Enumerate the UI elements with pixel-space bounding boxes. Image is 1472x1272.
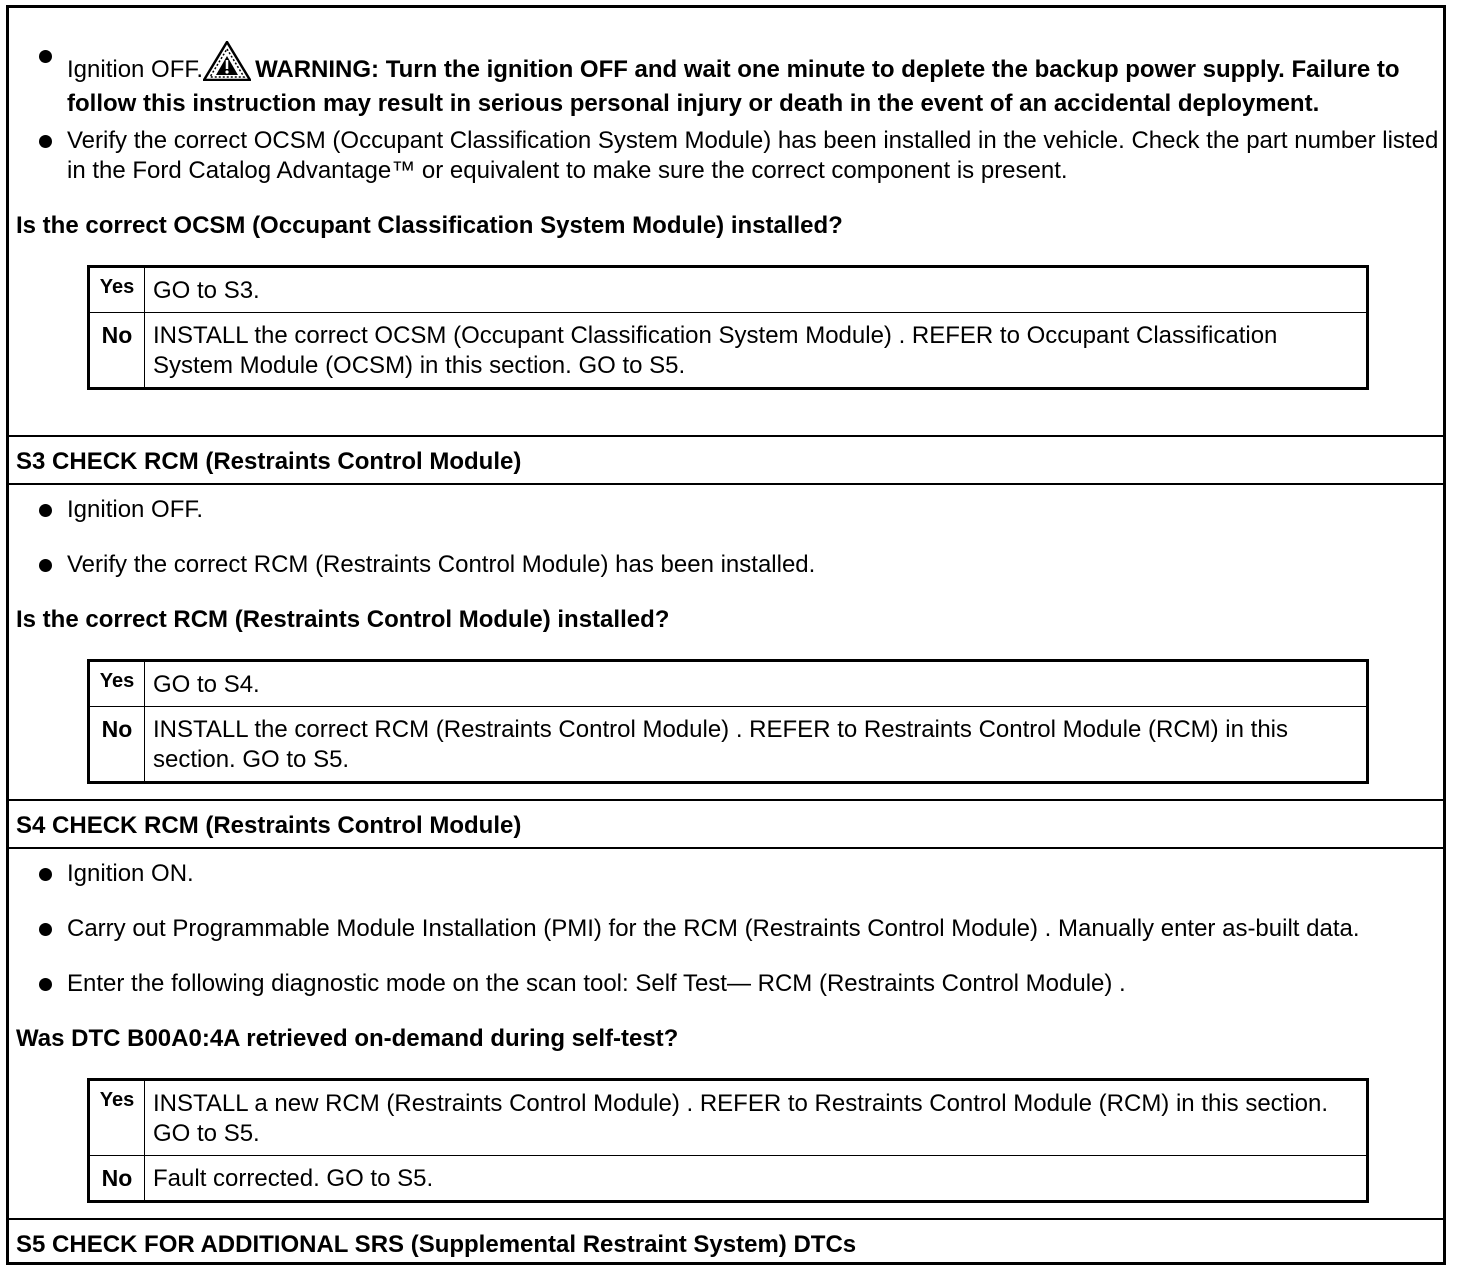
bullet-dot-icon xyxy=(39,923,52,936)
section-heading-s5: S5 CHECK FOR ADDITIONAL SRS (Supplemental Restraint System) DTCs xyxy=(16,1231,857,1258)
section-divider xyxy=(9,799,1443,801)
procedure-frame xyxy=(6,5,1446,1265)
warning-text: WARNING: Turn the ignition OFF and wait one minute to deplete the backup power supply. Failure to follow this instruction may result in serious personal injury or death in the event of an accidental deployment. xyxy=(67,56,1400,117)
bullet-dot-icon xyxy=(39,868,52,881)
bullet-dot-icon xyxy=(39,978,52,991)
answer-key: Yes xyxy=(89,267,145,313)
answer-table xyxy=(87,1078,1369,1203)
answer-key: No xyxy=(89,313,145,389)
answer-row-yes xyxy=(89,1080,1368,1156)
bullet-text: Verify the correct RCM (Restraints Control Module) has been installed. xyxy=(67,551,816,578)
answer-key: Yes xyxy=(89,661,145,707)
answer-row-yes xyxy=(89,661,1368,707)
question-text: Is the correct OCSM (Occupant Classification System Module) installed? xyxy=(16,212,843,239)
answer-value: INSTALL a new RCM (Restraints Control Module) . REFER to Restraints Control Module (RCM) in this section. GO to S5. xyxy=(145,1080,1368,1156)
bullet-dot-icon xyxy=(39,559,52,572)
answer-value: Fault corrected. GO to S5. xyxy=(145,1156,1368,1202)
bullet-dot-icon xyxy=(39,504,52,517)
answer-row-no xyxy=(89,707,1368,783)
bullet-text: Enter the following diagnostic mode on the scan tool: Self Test— RCM (Restraints Control Module) . xyxy=(67,970,1126,997)
bullet-text: Verify the correct OCSM (Occupant Classification System Module) has been installed in the vehicle. Check the part number listed in the Ford Catalog Advantage™ or equivalent to make sure the correct component is present. xyxy=(67,127,1439,184)
answer-value: GO to S3. xyxy=(145,267,1368,313)
answer-table xyxy=(87,265,1369,390)
bullet-dot-icon xyxy=(39,50,52,63)
bullet-dot-icon xyxy=(39,135,52,148)
bullet-text: Ignition OFF. xyxy=(67,56,204,83)
answer-key: No xyxy=(89,707,145,783)
section-divider xyxy=(9,483,1443,485)
section-divider xyxy=(9,847,1443,849)
section-heading-s4: S4 CHECK RCM (Restraints Control Module) xyxy=(16,812,522,839)
section-divider xyxy=(9,1218,1443,1220)
answer-row-no xyxy=(89,1156,1368,1202)
question-text: Is the correct RCM (Restraints Control Module) installed? xyxy=(16,606,670,633)
answer-value: INSTALL the correct OCSM (Occupant Classification System Module) . REFER to Occupant Classification System Module (OCSM) in this section. GO to S5. xyxy=(145,313,1368,389)
answer-row-no xyxy=(89,313,1368,389)
answer-key: Yes xyxy=(89,1080,145,1156)
answer-key: No xyxy=(89,1156,145,1202)
bullet-text: Ignition ON. xyxy=(67,860,194,887)
answer-table xyxy=(87,659,1369,784)
bullet-text: Carry out Programmable Module Installation (PMI) for the RCM (Restraints Control Module) . Manually enter as-built data. xyxy=(67,915,1360,942)
section-heading-s3: S3 CHECK RCM (Restraints Control Module) xyxy=(16,448,522,475)
answer-value: GO to S4. xyxy=(145,661,1368,707)
section-divider xyxy=(9,435,1443,437)
answer-value: INSTALL the correct RCM (Restraints Control Module) . REFER to Restraints Control Module (RCM) in this section. GO to S5. xyxy=(145,707,1368,783)
answer-row-yes xyxy=(89,267,1368,313)
bullet-text: Ignition OFF. xyxy=(67,496,204,523)
warning-triangle-icon xyxy=(203,41,251,89)
question-text: Was DTC B00A0:4A retrieved on-demand during self-test? xyxy=(16,1025,679,1052)
